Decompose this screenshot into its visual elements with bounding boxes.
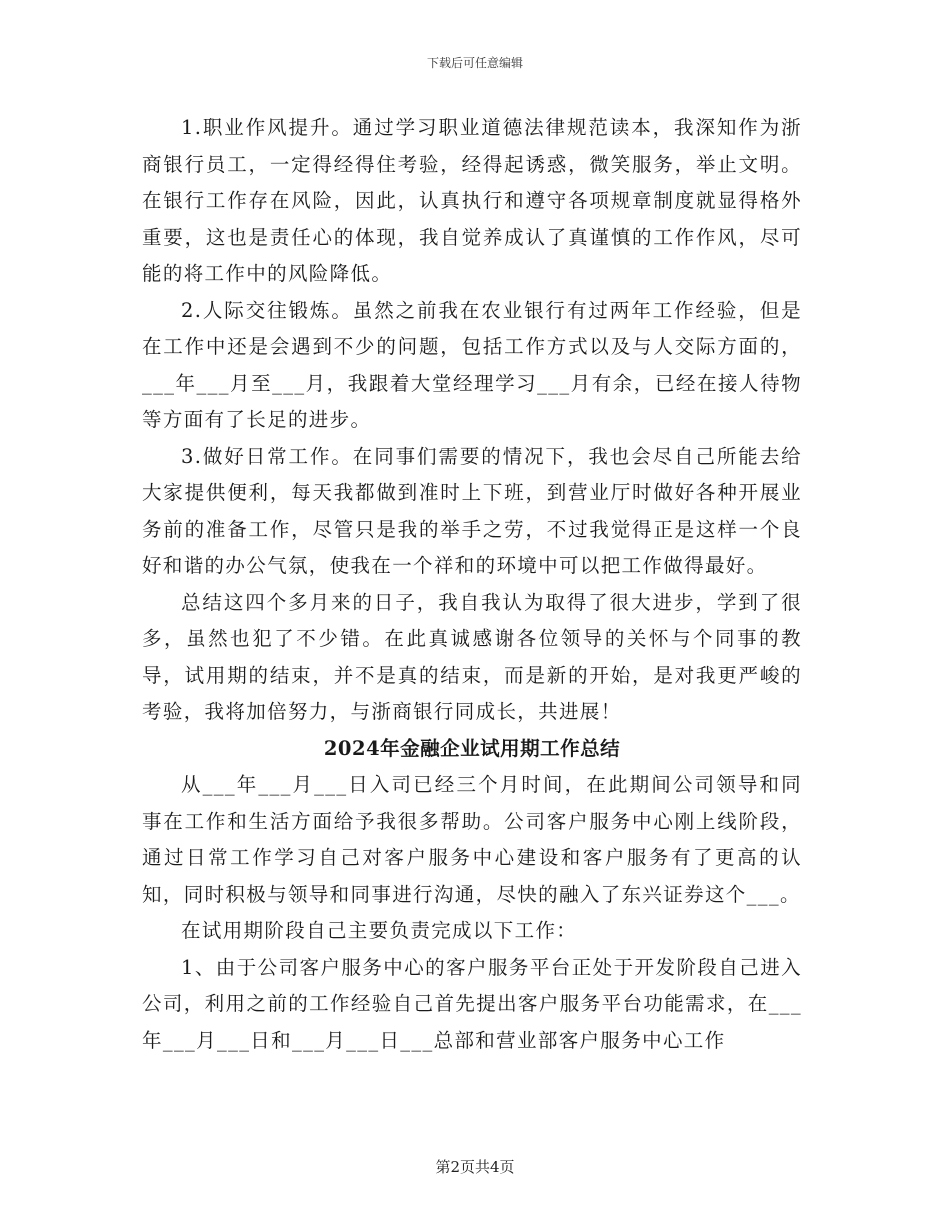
- page-header: 下载后可任意编辑: [426, 56, 523, 70]
- section-title: 2024年金融企业试用期工作总结: [323, 736, 621, 760]
- paragraph-daily-work: 3.做好日常工作。在同事们需要的情况下，我也会尽自己所能去给大家提供便利，每天我都做到准时上下班，到营业厅时做好各种开展业务前的准备工作，尽管只是我的举手之劳，不过我觉得正是这样一个良好和谐的办公气氛，使我在一个祥和的环境中可以把工作做得最好。: [142, 444, 802, 577]
- paragraph-duties-lead: 在试用期阶段自己主要负责完成以下工作：: [181, 919, 578, 942]
- paragraph-duty-1: 1、由于公司客户服务中心的客户服务平台正处于开发阶段自己进入公司，利用之前的工作经验自己首先提出客户服务平台功能需求，在___年___月___日和___月___日___总部和营业部客户服务中心工作: [142, 955, 802, 1052]
- page-footer: 第2页共4页: [435, 1158, 515, 1176]
- paragraph-interpersonal: 2.人际交往锻炼。虽然之前我在农业银行有过两年工作经验，但是在工作中还是会遇到不少的问题，包括工作方式以及与人交际方面的，___年___月至___月，我跟着大堂经理学习___月有余，已经在接人待物等方面有了长足的进步。: [142, 298, 802, 431]
- paragraph-summary: 总结这四个多月来的日子，我自我认为取得了很大进步，学到了很多，虽然也犯了不少错。在此真诚感谢各位领导的关怀与个同事的教导，试用期的结束，并不是真的结束，而是新的开始，是对我更严峻的考验，我将加倍努力，与浙商银行同成长，共进展！: [142, 590, 802, 723]
- paragraph-intro: 从___年___月___日入司已经三个月时间，在此期间公司领导和同事在工作和生活方面给予我很多帮助。公司客户服务中心刚上线阶段，通过日常工作学习自己对客户服务中心建设和客户服务有了更高的认知，同时积极与领导和同事进行沟通，尽快的融入了东兴证券这个___。: [142, 773, 802, 906]
- document-body: [142, 110, 802, 1059]
- paragraph-career-style: 1.职业作风提升。通过学习职业道德法律规范读本，我深知作为浙商银行员工，一定得经得住考验，经得起诱惑，微笑服务，举止文明。在银行工作存在风险，因此，认真执行和遵守各项规章制度就显得格外重要，这也是责任心的体现，我自觉养成认了真谨慎的工作作风，尽可能的将工作中的风险降低。: [142, 116, 802, 285]
